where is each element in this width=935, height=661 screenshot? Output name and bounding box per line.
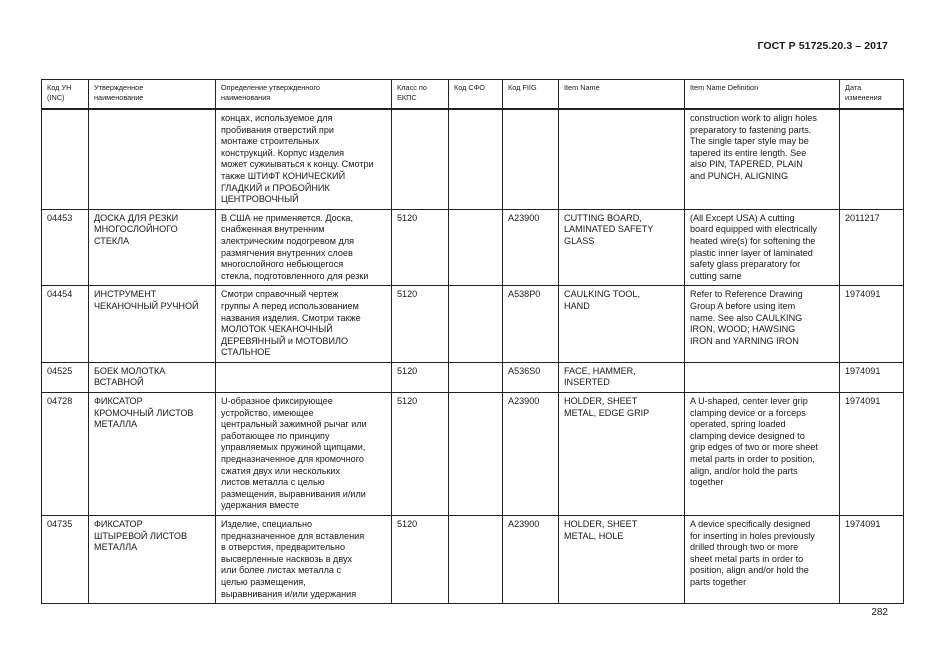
cell-approved-name: ДОСКА ДЛЯ РЕЗКИ МНОГОСЛОЙНОГО СТЕКЛА	[89, 209, 216, 286]
cell-sfo	[449, 209, 503, 286]
cell-definition: концах, используемое для пробивания отверстий при монтаже строительных конструкций. Корпус изделия может сужиываться к концу. Смотри также ШТИФТ КОНИЧЕСКИЙ ГЛАДКИЙ и ПРОБОЙНИК ЦЕНТРОВОЧНЫЙ	[216, 109, 392, 209]
table-row	[42, 109, 904, 209]
column-header-sfo: Код СФО	[449, 80, 503, 110]
column-header-inc: Код УН (INC)	[42, 80, 89, 110]
cell-inc: 04735	[42, 516, 89, 604]
column-header-item-name: Item Name	[559, 80, 685, 110]
cell-fiig: A23900	[503, 209, 559, 286]
cell-fiig	[503, 109, 559, 209]
cell-class: 5120	[392, 209, 449, 286]
cell-class: 5120	[392, 362, 449, 392]
cell-item-name: CUTTING BOARD, LAMINATED SAFETY GLASS	[559, 209, 685, 286]
column-header-fiig: Код FIIG	[503, 80, 559, 110]
cell-approved-name: ФИКСАТОР КРОМОЧНЫЙ ЛИСТОВ МЕТАЛЛА	[89, 393, 216, 516]
table-row	[42, 286, 904, 363]
cell-item-definition: A device specifically designed for inserting in holes previously drilled through two or more sheet metal parts in order to position, align and/or hold the parts together	[685, 516, 840, 604]
cell-date	[840, 109, 904, 209]
cell-sfo	[449, 393, 503, 516]
table-row	[42, 362, 904, 392]
cell-class: 5120	[392, 286, 449, 363]
cell-approved-name: БОЕК МОЛОТКА ВСТАВНОЙ	[89, 362, 216, 392]
cell-item-definition: (All Except USA) A cutting board equipped with electrically heated wire(s) for softening the plastic inner layer of laminated safety glass preparatory for cutting same	[685, 209, 840, 286]
cell-definition: Смотри справочный чертеж группы А перед использованием названия изделия. Смотри также МОЛОТОК ЧЕКАНОЧНЫЙ ДЕРЕВЯННЫЙ и МОТОВИЛО СТАЛЬНОЕ	[216, 286, 392, 363]
cell-inc: 04454	[42, 286, 89, 363]
cell-item-definition: A U-shaped, center lever grip clamping device or a forceps operated, spring loaded clamping device designed to grip edges of two or more sheet metal parts in order to position, align, and/or hold the parts together	[685, 393, 840, 516]
table-row	[42, 209, 904, 286]
cell-date: 2011217	[840, 209, 904, 286]
cell-inc	[42, 109, 89, 209]
cell-class	[392, 109, 449, 209]
page-number: 282	[871, 607, 888, 618]
cell-approved-name: ИНСТРУМЕНТ ЧЕКАНОЧНЫЙ РУЧНОЙ	[89, 286, 216, 363]
cell-fiig: A23900	[503, 393, 559, 516]
cell-class: 5120	[392, 516, 449, 604]
column-header-definition: Определение утвержденного наименования	[216, 80, 392, 110]
cell-item-name: HOLDER, SHEET METAL, EDGE GRIP	[559, 393, 685, 516]
cell-inc: 04453	[42, 209, 89, 286]
column-header-class: Класс по ЕКПС	[392, 80, 449, 110]
table-row	[42, 516, 904, 604]
table-row	[42, 393, 904, 516]
cell-date: 1974091	[840, 362, 904, 392]
cell-inc: 04525	[42, 362, 89, 392]
cell-class: 5120	[392, 393, 449, 516]
column-header-approved-name: Утвержденное наименование	[89, 80, 216, 110]
cell-sfo	[449, 286, 503, 363]
catalog-table	[41, 79, 904, 604]
cell-definition: U-образное фиксирующее устройство, имеющее центральный зажимной рычаг или работающее по принципу управляемых пружиной щипцами, предназначенное для кромочного сжатия двух или нескольких листов металла с целью размещения, выравнивания и/или удержания вместе	[216, 393, 392, 516]
cell-approved-name	[89, 109, 216, 209]
cell-item-definition	[685, 362, 840, 392]
cell-sfo	[449, 516, 503, 604]
cell-sfo	[449, 362, 503, 392]
cell-item-name	[559, 109, 685, 209]
cell-fiig: A23900	[503, 516, 559, 604]
cell-fiig: A538P0	[503, 286, 559, 363]
table-header-row	[42, 80, 904, 110]
cell-date: 1974091	[840, 286, 904, 363]
cell-inc: 04728	[42, 393, 89, 516]
cell-item-name: CAULKING TOOL, HAND	[559, 286, 685, 363]
cell-sfo	[449, 109, 503, 209]
document-header: ГОСТ Р 51725.20.3 – 2017	[757, 40, 888, 52]
cell-definition: В США не применяется. Доска, снабженная внутренним электрическим подогревом для размягчения внутренних слоев многослойного небьющегося стекла, подготовленного для резки	[216, 209, 392, 286]
cell-item-name: HOLDER, SHEET METAL, HOLE	[559, 516, 685, 604]
cell-definition	[216, 362, 392, 392]
column-header-item-definition: Item Name Definition	[685, 80, 840, 110]
cell-fiig: A536S0	[503, 362, 559, 392]
cell-item-definition: construction work to align holes preparatory to fastening parts. The single taper style may be tapered its entire length. See also PIN, TAPERED, PLAIN and PUNCH, ALIGNING	[685, 109, 840, 209]
cell-definition: Изделие, специально предназначенное для вставления в отверстия, предварительно высверленные насквозь в двух или более листах металла с целью размещения, выравнивания и/или удержания	[216, 516, 392, 604]
cell-date: 1974091	[840, 516, 904, 604]
cell-item-name: FACE, HAMMER, INSERTED	[559, 362, 685, 392]
cell-date: 1974091	[840, 393, 904, 516]
column-header-date: Дата изменения	[840, 80, 904, 110]
cell-approved-name: ФИКСАТОР ШТЫРЕВОЙ ЛИСТОВ МЕТАЛЛА	[89, 516, 216, 604]
cell-item-definition: Refer to Reference Drawing Group A before using item name. See also CAULKING IRON, WOOD; HAWSING IRON and YARNING IRON	[685, 286, 840, 363]
